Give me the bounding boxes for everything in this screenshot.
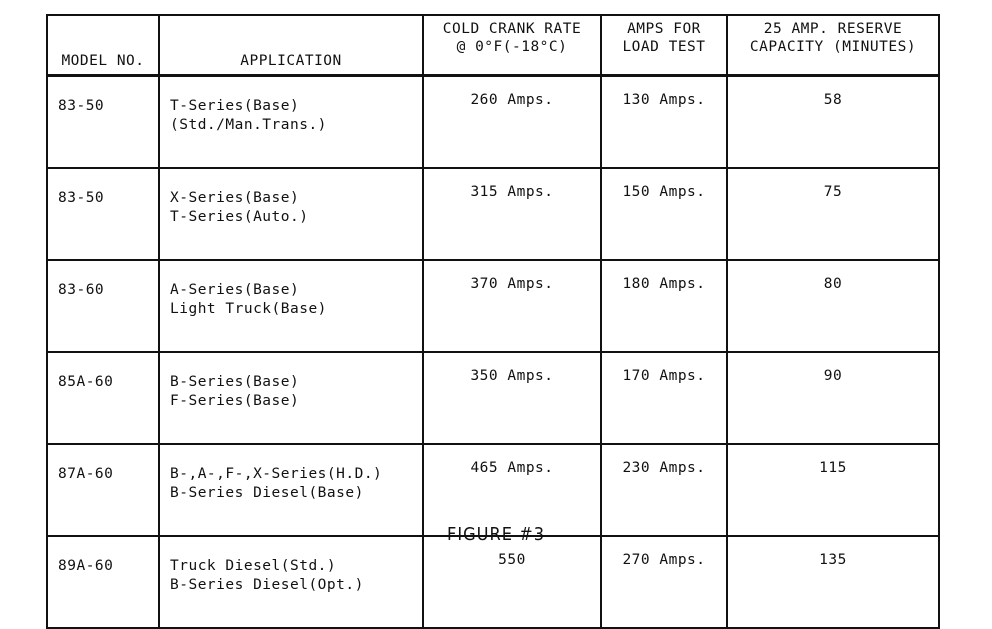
cold-crank-cell: 350 Amps. (423, 352, 601, 444)
cold-crank-cell: 370 Amps. (423, 260, 601, 352)
load-test-cell: 180 Amps. (601, 260, 727, 352)
load-test-cell: 130 Amps. (601, 76, 727, 169)
header-cold-crank-line1: COLD CRANK RATE (442, 21, 582, 37)
header-application (159, 15, 423, 76)
application-cell (159, 352, 423, 444)
reserve-cell: 80 (727, 260, 939, 352)
figure-caption: FIGURE #3 (447, 524, 545, 545)
application-line: A-Series(Base) (170, 282, 300, 298)
application-line: T-Series(Auto.) (170, 209, 309, 225)
header-amps-load-test (601, 15, 727, 76)
application-cell (159, 444, 423, 536)
model-cell: 83-50 (47, 168, 159, 260)
load-test-cell: 270 Amps. (601, 536, 727, 628)
application-line: (Std./Man.Trans.) (170, 117, 327, 133)
model-cell: 85A-60 (47, 352, 159, 444)
table-header-row (47, 15, 939, 76)
load-test-cell: 230 Amps. (601, 444, 727, 536)
application-cell (159, 76, 423, 169)
reserve-cell: 90 (727, 352, 939, 444)
table-row (47, 260, 939, 352)
cold-crank-cell: 465 Amps. (423, 444, 601, 536)
reserve-cell: 58 (727, 76, 939, 169)
application-cell (159, 536, 423, 628)
table-row (47, 444, 939, 536)
application-line: B-Series(Base) (170, 374, 300, 390)
header-reserve-line2: CAPACITY (MINUTES) (749, 39, 917, 55)
header-reserve-capacity (727, 15, 939, 76)
header-model-no (47, 15, 159, 76)
application-line: B-,A-,F-,X-Series(H.D.) (170, 466, 383, 482)
reserve-cell: 75 (727, 168, 939, 260)
application-line: Truck Diesel(Std.) (170, 558, 337, 574)
application-line: X-Series(Base) (170, 190, 300, 206)
cold-crank-cell: 550 (423, 536, 601, 628)
table-row (47, 76, 939, 169)
model-cell: 83-60 (47, 260, 159, 352)
table-row (47, 168, 939, 260)
header-reserve-line1: 25 AMP. RESERVE (763, 21, 903, 37)
model-cell: 83-50 (47, 76, 159, 169)
header-cold-crank-rate (423, 15, 601, 76)
application-cell (159, 168, 423, 260)
application-line: T-Series(Base) (170, 98, 300, 114)
cold-crank-cell: 260 Amps. (423, 76, 601, 169)
reserve-cell: 115 (727, 444, 939, 536)
table-row (47, 352, 939, 444)
cold-crank-cell: 315 Amps. (423, 168, 601, 260)
application-line: B-Series Diesel(Opt.) (170, 577, 364, 593)
header-amps-line1: AMPS FOR (627, 21, 701, 37)
model-cell: 89A-60 (47, 536, 159, 628)
reserve-cell: 135 (727, 536, 939, 628)
application-cell (159, 260, 423, 352)
model-cell: 87A-60 (47, 444, 159, 536)
application-line: F-Series(Base) (170, 393, 300, 409)
header-cold-crank-line2: @ 0°F(-18°C) (456, 39, 568, 55)
application-line: Light Truck(Base) (170, 301, 327, 317)
table-row (47, 536, 939, 628)
application-line: B-Series Diesel(Base) (170, 485, 364, 501)
header-amps-line2: LOAD TEST (622, 39, 706, 55)
load-test-cell: 150 Amps. (601, 168, 727, 260)
load-test-cell: 170 Amps. (601, 352, 727, 444)
header-model-text: MODEL NO. (61, 53, 145, 69)
header-application-text: APPLICATION (240, 53, 342, 69)
